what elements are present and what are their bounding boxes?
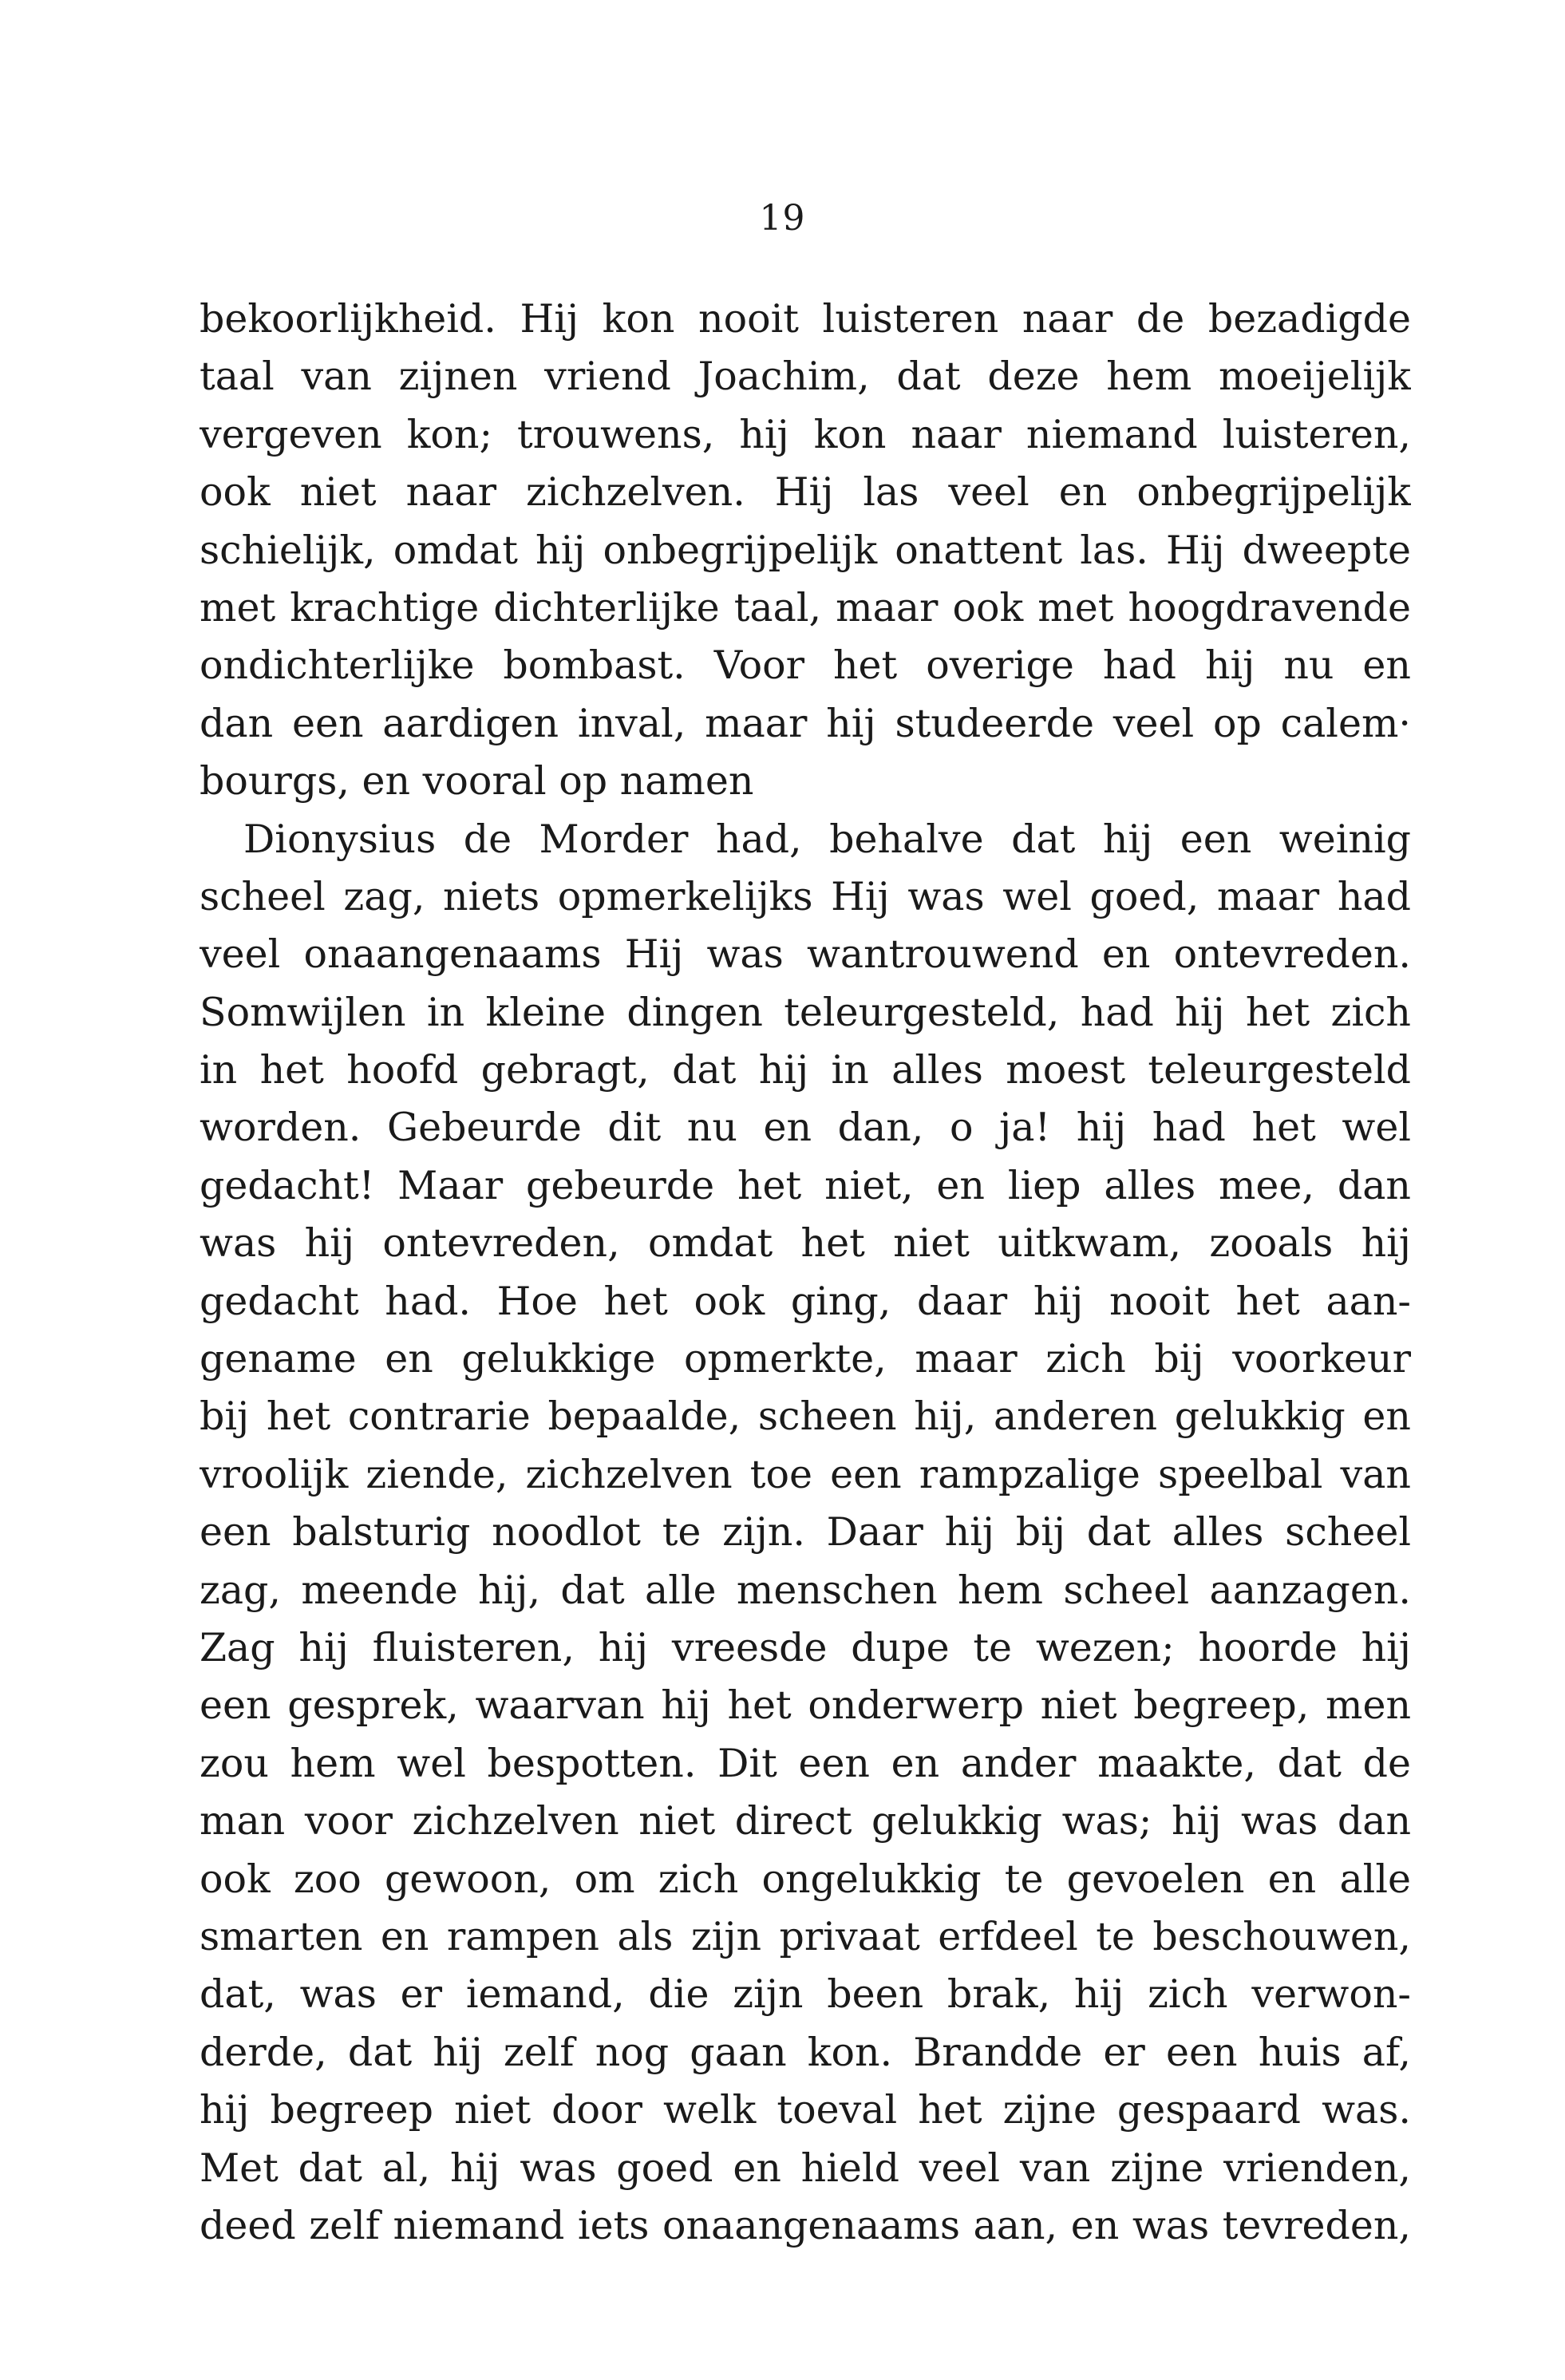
- text-line: dat, was er iemand, die zijn been brak, hij zich verwon-: [200, 1971, 1411, 2018]
- text-line: dan een aardigen inval, maar hij studeerde veel op calem·: [200, 700, 1411, 746]
- text-line: gedacht! Maar gebeurde het niet, en liep alles mee, dan: [200, 1162, 1411, 1208]
- text-line: was hij ontevreden, omdat het niet uitkwam, zooals hij: [200, 1220, 1411, 1267]
- text-line: deed zelf niemand iets onaangenaams aan, en was tevreden,: [200, 2202, 1411, 2248]
- text-line: ook niet naar zichzelven. Hij las veel en onbegrijpelijk: [200, 469, 1411, 516]
- text-line: gename en gelukkige opmerkte, maar zich bij voorkeur: [200, 1336, 1411, 1382]
- text-line: ondichterlijke bombast. Voor het overige had hij nu en: [200, 642, 1411, 689]
- text-line: met krachtige dichterlijke taal, maar ook met hoogdravende: [200, 584, 1411, 631]
- text-line: scheel zag, niets opmerkelijks Hij was wel goed, maar had: [200, 873, 1411, 919]
- text-line: derde, dat hij zelf nog gaan kon. Brandde er een huis af,: [200, 2029, 1411, 2075]
- text-line: bourgs, en vooral op namen: [200, 758, 754, 805]
- text-line: een gesprek, waarvan hij het onderwerp niet begreep, men: [200, 1682, 1411, 1729]
- text-line: een balsturig noodlot te zijn. Daar hij bij dat alles scheel: [200, 1509, 1411, 1556]
- page-number: 19: [759, 198, 806, 239]
- text-line: Somwijlen in kleine dingen teleurgesteld, had hij het zich: [200, 989, 1411, 1035]
- text-line: ook zoo gewoon, om zich ongelukkig te gevoelen en alle: [200, 1856, 1411, 1902]
- text-line: zou hem wel bespotten. Dit een en ander maakte, dat de: [200, 1740, 1411, 1786]
- text-line: Zag hij fluisteren, hij vreesde dupe te wezen; hoorde hij: [200, 1624, 1411, 1670]
- paragraph-start-line: Dionysius de Morder had, behalve dat hij een weinig: [243, 816, 1411, 862]
- text-line: vroolijk ziende, zichzelven toe een rampzalige speelbal van: [200, 1451, 1411, 1497]
- text-line: hij begreep niet door welk toeval het zijne gespaard was.: [200, 2087, 1411, 2133]
- body-text: [200, 291, 1411, 2255]
- text-line: man voor zichzelven niet direct gelukkig was; hij was dan: [200, 1798, 1411, 1844]
- text-line: worden. Gebeurde dit nu en dan, o ja! hij had het wel: [200, 1105, 1411, 1151]
- text-line: in het hoofd gebragt, dat hij in alles moest teleurgesteld: [200, 1047, 1411, 1093]
- text-line: veel onaangenaams Hij was wantrouwend en ontevreden.: [200, 931, 1411, 978]
- text-line: taal van zijnen vriend Joachim, dat deze hem moeijelijk: [200, 354, 1411, 400]
- text-line: bij het contrarie bepaalde, scheen hij, anderen gelukkig en: [200, 1394, 1411, 1440]
- text-line: Met dat al, hij was goed en hield veel van zijne vrienden,: [200, 2145, 1411, 2191]
- text-line: gedacht had. Hoe het ook ging, daar hij nooit het aan-: [200, 1278, 1411, 1324]
- text-line: zag, meende hij, dat alle menschen hem scheel aanzagen.: [200, 1567, 1411, 1613]
- text-line: bekoorlijkheid. Hij kon nooit luisteren naar de bezadigde: [200, 296, 1411, 342]
- text-line: vergeven kon; trouwens, hij kon naar niemand luisteren,: [200, 411, 1411, 457]
- text-line: smarten en rampen als zijn privaat erfdeel te beschouwen,: [200, 1913, 1411, 1959]
- text-line: schielijk, omdat hij onbegrijpelijk onattent las. Hij dweepte: [200, 527, 1411, 573]
